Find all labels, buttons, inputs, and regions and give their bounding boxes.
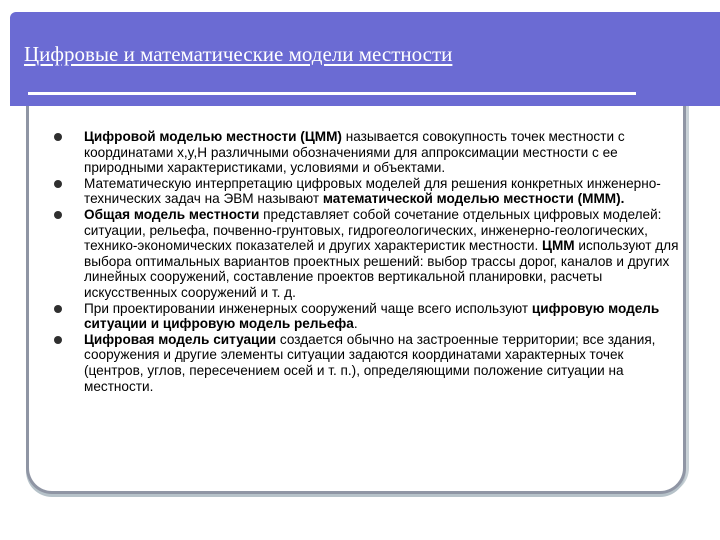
body-text: используют для выбора оптимальных вариантов проектных решений: выбор трассы дорог, каналов и других линейных сооружений, составление проектов вертикальной планировки, расчеты искусственных сооружений и т. д.: [84, 238, 679, 300]
bold-text: Общая модель местности: [84, 206, 260, 222]
slide-title: Цифровые и математические модели местности: [24, 42, 453, 66]
bold-text: Цифровой моделью местности (ЦММ): [84, 129, 342, 144]
bullet-item-1: [54, 129, 684, 176]
bullet-dot-icon: [54, 305, 62, 313]
body-text: называется совокупность точек местности с координатами x,y,H различными обозначениями для аппроксимации местности с ее природными характеристиками, условиями и объектами.: [84, 129, 625, 176]
bullet-list: [54, 129, 684, 394]
body-text: .: [353, 316, 358, 332]
body-text: представляет собой сочетание отдельных цифровых моделей: ситуации, рельефа, почвенно-грунтовых, гидрогеологических, инженерно-геологических, технико-экономических показателей и других характеристик местности.: [84, 206, 662, 254]
title-underline-rule: [28, 92, 636, 95]
bold-text: ЦММ: [542, 238, 575, 254]
bullet-item-3: [54, 207, 684, 301]
bullet-item-2: [54, 176, 684, 207]
bullet-dot-icon: [54, 180, 62, 188]
bullet-item-4: [54, 301, 684, 332]
bold-text: математической моделью местности (ММM).: [322, 191, 625, 207]
bullet-dot-icon: [54, 336, 62, 344]
bullet-dot-icon: [54, 133, 62, 141]
body-text: Математическую интерпретацию цифровых моделей для решения конкретных инженерно-технических задач на ЭВМ называют: [84, 175, 661, 207]
body-text: При проектировании инженерных сооружений чаще всего используют: [84, 300, 532, 316]
bullet-item-5: [54, 332, 684, 394]
body-text: создается обычно на застроенные территории; все здания, сооружения и другие элементы ситуации задаются координатами характерных точек (центров, углов, пересечением осей и т. п.), определяющими положение ситуации на местности.: [84, 331, 656, 394]
bullet-dot-icon: [54, 211, 62, 219]
bold-text: Цифровая модель ситуации: [84, 331, 277, 347]
bold-text: цифровую модель ситуации и цифровую модель рельефа: [84, 300, 660, 332]
